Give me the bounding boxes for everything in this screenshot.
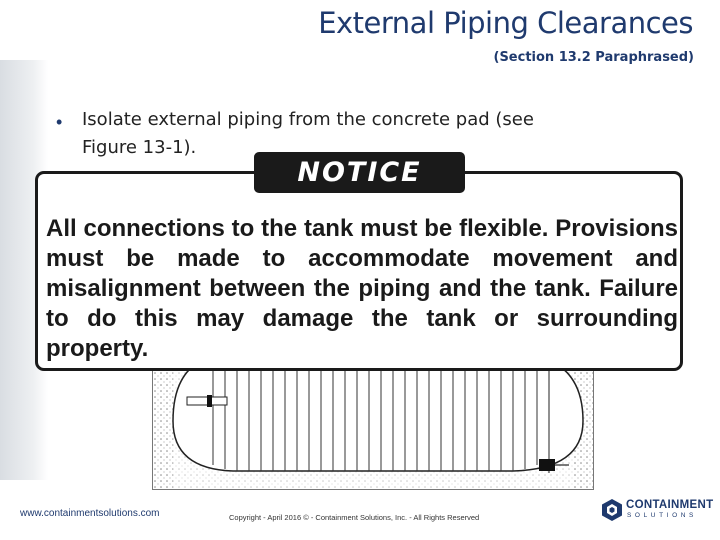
bullet-marker: • bbox=[56, 112, 63, 132]
footer-copyright: Copyright - April 2016 © - Containment Solutions, Inc. - All Rights Reserved bbox=[229, 513, 480, 522]
slide-subtitle: (Section 13.2 Paraphrased) bbox=[493, 50, 694, 65]
slide-title: External Piping Clearances bbox=[318, 6, 693, 40]
notice-body-text: All connections to the tank must be flexible. Provisions must be made to accommodate movement and misalignment between the piping and the tank. Failure to do this may damage the tank or surrounding property. bbox=[46, 215, 678, 362]
inlet-coupling bbox=[207, 395, 212, 407]
hexagon-logo-icon bbox=[601, 498, 623, 522]
bullet-text: Isolate external piping from the concrete pad (see Figure 13-1). bbox=[82, 109, 534, 158]
logo-name: CONTAINMENT bbox=[626, 499, 714, 511]
notice-box bbox=[35, 171, 683, 371]
outlet-fitting bbox=[539, 459, 555, 471]
company-logo bbox=[601, 497, 713, 525]
logo-subname: SOLUTIONS bbox=[627, 512, 697, 519]
footer-website-link[interactable]: www.containmentsolutions.com bbox=[20, 508, 160, 519]
notice-badge: NOTICE bbox=[254, 152, 465, 193]
